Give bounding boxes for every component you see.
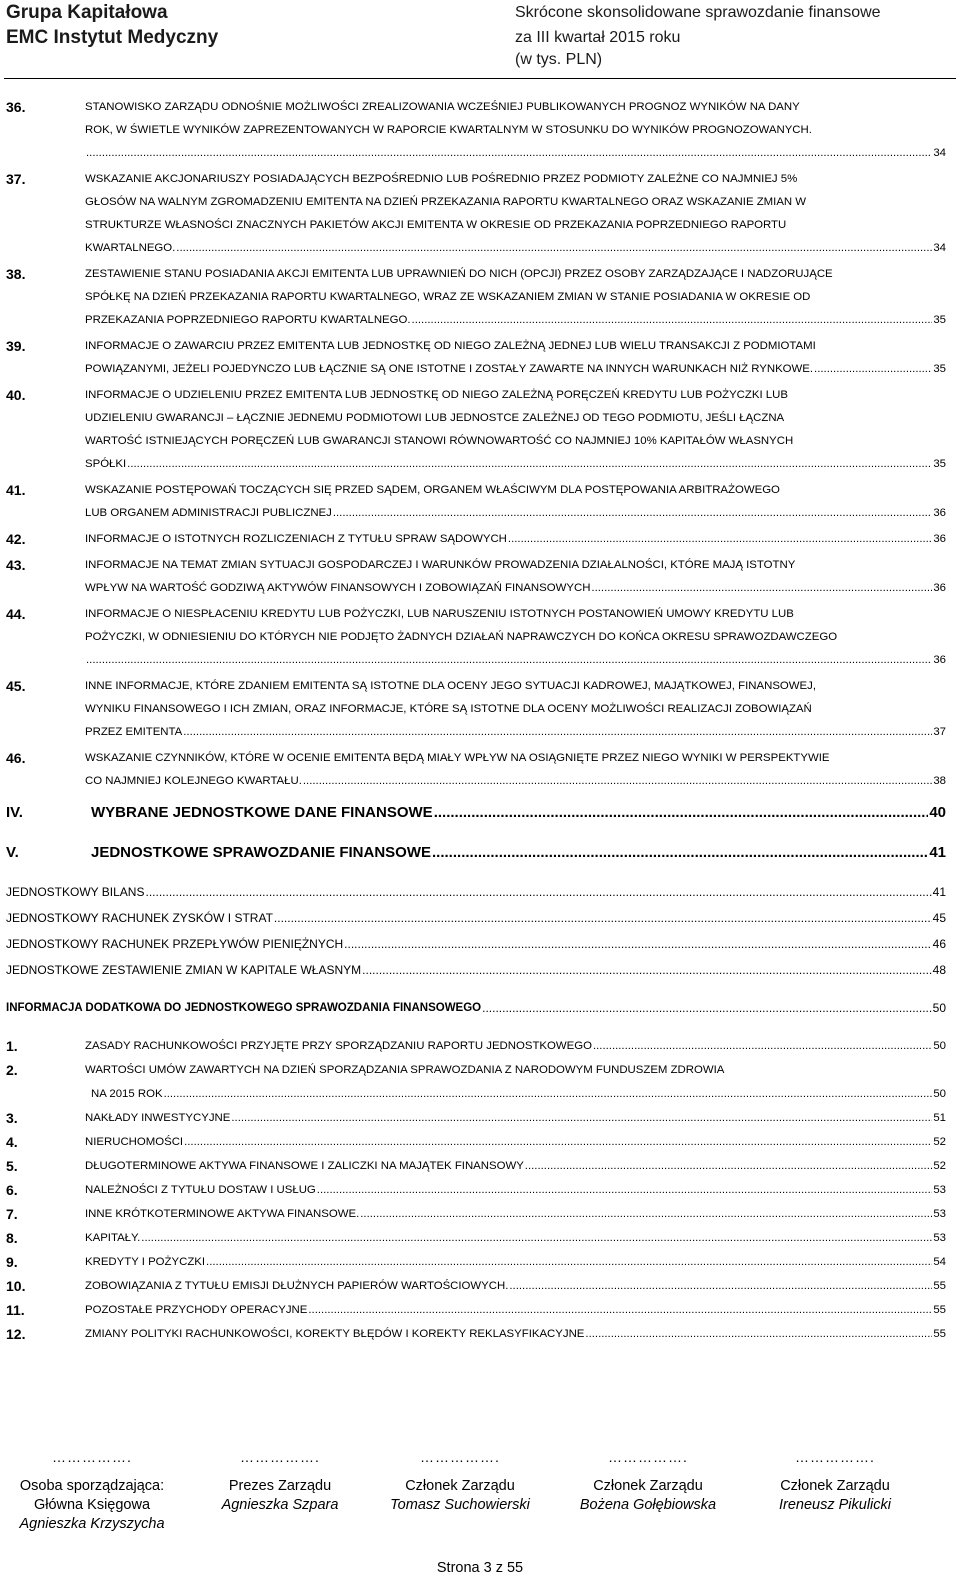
toc-entry-page: 46: [932, 937, 946, 951]
toc-entry-text: STRUKTURZE WŁASNOŚCI ZNACZNYCH PAKIETÓW AKCJI EMITENTA W OKRESIE OD PRZEKAZANIA POPRZEDNIEGO RAPORTU: [85, 219, 787, 231]
toc-entry[interactable]: [6, 1106, 946, 1130]
toc-entry-line: [85, 479, 946, 502]
dot-leader: [432, 839, 928, 867]
toc-entry-line: [85, 286, 946, 309]
toc-entry-text: POŻYCZKI, W ODNIESIENIU DO KTÓRYCH NIE PODJĘTO ŻADNYCH DZIAŁAŃ NAPRAWCZYCH DO KOŃCA OKRESU SPRAWOZDAWCZEGO: [85, 631, 838, 643]
page-number: Strona 3 z 55: [436, 1560, 524, 1576]
dot-leader: [593, 1034, 932, 1058]
dot-leader: [86, 142, 932, 165]
toc-entry-line: [91, 799, 946, 827]
dot-leader: [184, 1130, 932, 1154]
toc-entry-text: NA 2015 ROK: [91, 1088, 163, 1100]
dot-leader: [434, 799, 929, 827]
toc-entry-number: 2.: [6, 1062, 18, 1078]
toc-entry-line: [85, 358, 946, 381]
signer-name: Główna Księgowa: [33, 1497, 151, 1513]
table-of-contents: [0, 96, 960, 1346]
toc-entry-line: [85, 384, 946, 407]
toc-entry[interactable]: [6, 1130, 946, 1154]
toc-entry-line: [85, 1178, 946, 1202]
toc-entry-body: [6, 905, 946, 931]
signer-role: Członek Zarządu: [593, 1478, 703, 1494]
toc-entry-text: POZOSTAŁE PRZYCHODY OPERACYJNE: [85, 1304, 308, 1316]
toc-entry-text: INFORMACJE O ISTOTNYCH ROZLICZENIACH Z TYTUŁU SPRAW SĄDOWYCH: [85, 533, 507, 545]
toc-entry-body: [85, 1058, 946, 1106]
toc-entry-body: [85, 1130, 946, 1154]
dot-leader: [591, 577, 932, 600]
toc-entry-text: ROK, W ŚWIETLE WYNIKÓW ZAPREZENTOWANYCH W RAPORCIE KWARTALNYM W STOSUNKU DO WYNIKÓW PROGNOZOWANYCH.: [85, 124, 812, 136]
toc-entry-number: 8.: [6, 1230, 18, 1246]
toc-entry[interactable]: [6, 1250, 946, 1274]
report-period: za III kwartał 2015 roku: [515, 29, 681, 46]
toc-entry-page: 36: [933, 507, 946, 519]
toc-entry-text: INFORMACJA DODATKOWA DO JEDNOSTKOWEGO SPRAWOZDANIA FINANSOWEGO: [6, 1002, 482, 1014]
toc-entry-text: PRZEZ EMITENTA: [85, 726, 183, 738]
toc-entry-page: 45: [932, 911, 946, 925]
toc-notes: [0, 1034, 960, 1346]
toc-entry[interactable]: [6, 799, 946, 827]
toc-entry-body: [85, 1298, 946, 1322]
toc-sections: [0, 799, 960, 867]
report-title: Skrócone skonsolidowane sprawozdanie finansowe: [515, 4, 881, 21]
toc-entry-line: [85, 698, 946, 721]
toc-entry-text: ZMIANY POLITYKI RACHUNKOWOŚCI, KOREKTY BŁĘDÓW I KOREKTY REKLASYFIKACYJNE: [85, 1328, 585, 1340]
toc-entry-number: 43.: [6, 557, 26, 573]
dot-leader: [814, 358, 932, 381]
toc-entry-line: [85, 168, 946, 191]
toc-entry[interactable]: [6, 168, 946, 260]
dot-leader: [344, 931, 931, 957]
signature-block: [553, 1448, 743, 1515]
header-divider: [4, 78, 956, 79]
toc-entry-page: 53: [933, 1232, 946, 1244]
toc-entry-text: KREDYTY I POŻYCZKI: [85, 1256, 206, 1268]
toc-entry-text: LUB ORGANEM ADMINISTRACJI PUBLICZNEJ: [85, 507, 332, 519]
toc-entry-text: JEDNOSTKOWY BILANS: [6, 885, 145, 899]
toc-entry-text: WSKAZANIE CZYNNIKÓW, KTÓRE W OCENIE EMITENTA BĘDĄ MIAŁY WPŁYW NA OSIĄGNIĘTE PRZEZ NIEGO WYNIKI W PERSPEKTYWIE: [85, 752, 830, 764]
toc-entry-number: 5.: [6, 1158, 18, 1174]
toc-entry-number: 37.: [6, 171, 26, 187]
toc-entry[interactable]: [6, 997, 946, 1020]
toc-entry[interactable]: [6, 747, 946, 793]
toc-entry-page: 36: [933, 582, 946, 594]
toc-entry-text: NIERUCHOMOŚCI: [85, 1136, 184, 1148]
toc-entry-text: ZASADY RACHUNKOWOŚCI PRZYJĘTE PRZY SPORZĄDZANIU RAPORTU JEDNOSTKOWEGO: [85, 1040, 592, 1052]
toc-entry-line: [85, 1106, 946, 1130]
toc-entry-body: [85, 263, 946, 332]
signer-name: Bożena Gołębiowska: [579, 1497, 717, 1513]
dot-leader: [303, 770, 932, 793]
toc-entry-body: [91, 839, 946, 867]
toc-entry[interactable]: [6, 1154, 946, 1178]
signer-name: Agnieszka Szpara: [221, 1497, 339, 1513]
signature-block: [0, 1448, 187, 1534]
toc-entry-body: [85, 528, 946, 551]
toc-entry[interactable]: [6, 905, 946, 931]
toc-entry-text: WPŁYW NA WARTOŚĆ GODZIWĄ AKTYWÓW FINANSOWYCH I ZOBOWIĄZAŃ FINANSOWYCH: [85, 582, 591, 594]
signature-line: …………….: [420, 1449, 500, 1465]
signer-name: Ireneusz Pikulicki: [778, 1497, 891, 1513]
toc-entry[interactable]: [6, 1058, 946, 1106]
signature-block: [740, 1448, 930, 1515]
toc-entry-text: INNE INFORMACJE, KTÓRE ZDANIEM EMITENTA SĄ ISTOTNE DLA OCENY JEGO SYTUACJI KADROWEJ, MAJĄTKOWEJ, FINANSOWEJ,: [85, 680, 816, 692]
dot-leader: [509, 1274, 932, 1298]
dot-leader: [141, 1226, 932, 1250]
toc-entry-line: [85, 577, 946, 600]
dot-leader: [308, 1298, 932, 1322]
toc-entry-number: 40.: [6, 387, 26, 403]
dot-leader: [317, 1178, 933, 1202]
toc-entry-number: 38.: [6, 266, 26, 282]
toc-entry-line: [85, 1034, 946, 1058]
toc-entry-page: 50: [933, 1040, 946, 1052]
toc-entry-text: INFORMACJE NA TEMAT ZMIAN SYTUACJI GOSPODARCZEJ I WARUNKÓW PROWADZENIA DZIAŁALNOŚCI, KTÓRE MAJĄ ISTOTNY: [85, 559, 796, 571]
report-unit: (w tys. PLN): [515, 51, 603, 68]
toc-entry-line: [85, 191, 946, 214]
toc-entry-page: 51: [933, 1112, 946, 1124]
signer-name-extra: Agnieszka Krzyszycha: [19, 1516, 165, 1532]
toc-entry-line: [85, 649, 946, 672]
signer-role: Członek Zarządu: [405, 1478, 515, 1494]
toc-entry-text: JEDNOSTKOWE SPRAWOZDANIE FINANSOWE: [91, 844, 432, 861]
dot-leader: [362, 957, 931, 983]
toc-entry-number: 3.: [6, 1110, 18, 1126]
toc-entry-number: 7.: [6, 1206, 18, 1222]
dot-leader: [231, 1106, 932, 1130]
toc-entry-line: [85, 237, 946, 260]
toc-entry-page: 55: [933, 1328, 946, 1340]
toc-entry-line: [85, 1058, 946, 1082]
toc-entry-page: 52: [933, 1136, 946, 1148]
toc-entry-page: 36: [933, 654, 946, 666]
toc-entry-line: [85, 1202, 946, 1226]
toc-entry-line: [91, 839, 946, 867]
toc-entry-text: WARTOŚĆ ISTNIEJĄCYCH PORĘCZEŃ LUB GWARANCJI STANOWI RÓWNOWARTOŚĆ CO NAJMNIEJ 10% KAPITAŁÓW WŁASNYCH: [85, 435, 794, 447]
toc-entry-page: 55: [933, 1280, 946, 1292]
toc-entry-page: 52: [933, 1160, 946, 1172]
toc-entry-line: [85, 407, 946, 430]
toc-entry-body: [85, 1034, 946, 1058]
dot-leader: [206, 1250, 932, 1274]
toc-entry[interactable]: [6, 675, 946, 744]
toc-entry[interactable]: [6, 554, 946, 600]
toc-entry[interactable]: [6, 931, 946, 957]
toc-entry[interactable]: [6, 1298, 946, 1322]
toc-entry-text: NALEŻNOŚCI Z TYTUŁU DOSTAW I USŁUG: [85, 1184, 316, 1196]
dot-leader: [525, 1154, 933, 1178]
toc-entry-line: [85, 1226, 946, 1250]
signer-name: Tomasz Suchowierski: [390, 1497, 530, 1513]
toc-entry-page: 53: [933, 1208, 946, 1220]
dot-leader: [274, 905, 932, 931]
signature-line: …………….: [240, 1449, 320, 1465]
toc-entry-line: [6, 879, 946, 905]
toc-entry-body: [85, 1178, 946, 1202]
toc-entry[interactable]: [6, 1202, 946, 1226]
toc-entry[interactable]: [6, 479, 946, 525]
toc-entry-body: [6, 879, 946, 905]
toc-entry-line: [85, 1130, 946, 1154]
toc-info-heading: [0, 997, 960, 1020]
toc-entry-line: [85, 1322, 946, 1346]
toc-entry-line: [6, 931, 946, 957]
dot-leader: [183, 721, 932, 744]
dot-leader: [412, 309, 933, 332]
toc-entry-line: [85, 142, 946, 165]
toc-entry-body: [85, 1154, 946, 1178]
toc-entry-page: 50: [933, 1088, 946, 1100]
toc-entry-body: [85, 554, 946, 600]
toc-entry-number: 42.: [6, 531, 26, 547]
toc-entry-line: [6, 997, 946, 1020]
dot-leader: [585, 1322, 932, 1346]
toc-entry-text: STANOWISKO ZARZĄDU ODNOŚNIE MOŻLIWOŚCI ZREALIZOWANIA WCZEŚNIEJ PUBLIKOWANYCH PROGNOZ WYNIKÓW NA DANY: [85, 101, 800, 113]
toc-entry-text: NAKŁADY INWESTYCYJNE: [85, 1112, 231, 1124]
signature-line: …………….: [608, 1449, 688, 1465]
toc-entry-line: [85, 263, 946, 286]
toc-entry-body: [85, 1274, 946, 1298]
toc-entry[interactable]: [6, 879, 946, 905]
toc-entry-line: [85, 335, 946, 358]
toc-entry-line: [85, 528, 946, 551]
toc-entry-number: 9.: [6, 1254, 18, 1270]
toc-entry-body: [85, 1322, 946, 1346]
toc-entry-number: 12.: [6, 1326, 26, 1342]
toc-entry-body: [85, 747, 946, 793]
signature-block: [365, 1448, 555, 1515]
toc-entry-number: 44.: [6, 606, 26, 622]
toc-entry-text: UDZIELENIU GWARANCJI – ŁĄCZNIE JEDNEMU PODMIOTOWI LUB JEDNOSTCE ZALEŻNEJ OD TEGO PODMIOTU, JEŚLI ŁĄCZNA: [85, 412, 785, 424]
dot-leader: [145, 879, 931, 905]
toc-entry-number: 10.: [6, 1278, 26, 1294]
dot-leader: [482, 997, 932, 1020]
dot-leader: [86, 649, 932, 672]
toc-entry-page: 36: [933, 533, 946, 545]
toc-entry-text: ZESTAWIENIE STANU POSIADANIA AKCJI EMITENTA LUB UPRAWNIEŃ DO NICH (OPCJI) PRZEZ OSOBY ZARZĄDZAJĄCE I NADZORUJĄCE: [85, 268, 833, 280]
toc-entry-text: ZOBOWIĄZANIA Z TYTUŁU EMISJI DŁUŻNYCH PAPIERÓW WARTOŚCIOWYCH.: [85, 1280, 509, 1292]
toc-entry-text: INFORMACJE O ZAWARCIU PRZEZ EMITENTA LUB JEDNOSTKĘ OD NIEGO ZALEŻNĄ JEDNEJ LUB WIELU TRANSAKCJI Z PODMIOTAMI: [85, 340, 816, 352]
toc-entry[interactable]: [6, 603, 946, 672]
toc-entry-body: [85, 1226, 946, 1250]
signature-line: …………….: [795, 1449, 875, 1465]
toc-entry-text: KWARTALNEGO.: [85, 242, 176, 254]
toc-entry-page: 37: [933, 726, 946, 738]
toc-entry-text: CO NAJMNIEJ KOLEJNEGO KWARTAŁU.: [85, 775, 302, 787]
toc-entry[interactable]: [6, 1178, 946, 1202]
signature-line: …………….: [52, 1449, 132, 1465]
toc-entry-text: JEDNOSTKOWY RACHUNEK ZYSKÓW I STRAT: [6, 911, 273, 925]
toc-entry-text: SPÓŁKI: [85, 458, 127, 470]
toc-entry-text: INFORMACJE O UDZIELENIU PRZEZ EMITENTA LUB JEDNOSTKĘ OD NIEGO ZALEŻNĄ PORĘCZEŃ KREDYTU LUB POŻYCZKI LUB: [85, 389, 788, 401]
toc-entry-text: WSKAZANIE POSTĘPOWAŃ TOCZĄCYCH SIĘ PRZED SĄDEM, ORGANEM WŁAŚCIWYM DLA POSTĘPOWANIA ARBITRAŻOWEGO: [85, 484, 780, 496]
toc-entry-number: 46.: [6, 750, 26, 766]
toc-entry-page: 41: [929, 844, 946, 861]
toc-entry-text: GŁOSÓW NA WALNYM ZGROMADZENIU EMITENTA NA DZIEŃ PRZEKAZANIA RAPORTU KWARTALNEGO ORAZ WSKAZANIE ZMIAN W: [85, 196, 807, 208]
toc-entry-line: [85, 214, 946, 237]
toc-statements: [0, 879, 960, 983]
toc-entry-number: 6.: [6, 1182, 18, 1198]
toc-entry-body: [85, 1202, 946, 1226]
dot-leader: [127, 453, 932, 476]
page-header: [0, 0, 960, 80]
toc-entry-page: 35: [933, 363, 946, 375]
toc-entry-body: [91, 799, 946, 827]
toc-entry-page: 54: [933, 1256, 946, 1268]
toc-entry-body: [6, 997, 946, 1020]
toc-entry-body: [6, 931, 946, 957]
toc-entry-body: [85, 335, 946, 381]
toc-entry-line: [85, 1298, 946, 1322]
toc-entry-text: POWIĄZANYMI, JEŻELI POJEDYNCZO LUB ŁĄCZNIE SĄ ONE ISTOTNE I ZOSTAŁY ZAWARTE NA INNYCH WARUNKACH NIŻ RYNKOWE.: [85, 363, 814, 375]
toc-entry-number: 1.: [6, 1038, 18, 1054]
toc-entry-line: [85, 554, 946, 577]
toc-entry[interactable]: [6, 263, 946, 332]
toc-entry-page: 55: [933, 1304, 946, 1316]
company-subname: EMC Instytut Medyczny: [6, 27, 219, 48]
toc-entry-number: 39.: [6, 338, 26, 354]
dot-leader: [508, 528, 932, 551]
toc-entry-text: INNE KRÓTKOTERMINOWE AKTYWA FINANSOWE.: [85, 1208, 360, 1220]
toc-entry-page: 40: [929, 804, 946, 821]
toc-entry-line: [85, 502, 946, 525]
toc-entry-text: SPÓŁKĘ NA DZIEŃ PRZEKAZANIA RAPORTU KWARTALNEGO, WRAZ ZE WSKAZANIEM ZMIAN W STANIE POSIADANIA W OKRESIE OD: [85, 291, 811, 303]
toc-entry-body: [6, 957, 946, 983]
toc-entry-number: V.: [6, 844, 19, 861]
toc-entry-page: 34: [933, 242, 946, 254]
toc-entry-line: [85, 626, 946, 649]
toc-entry-body: [85, 384, 946, 476]
toc-entry-body: [85, 1250, 946, 1274]
toc-entry-line: [85, 96, 946, 119]
toc-entry-text: DŁUGOTERMINOWE AKTYWA FINANSOWE I ZALICZKI NA MAJĄTEK FINANSOWY: [85, 1160, 524, 1172]
toc-entry-number: 45.: [6, 678, 26, 694]
toc-entry-line: [85, 603, 946, 626]
toc-entry[interactable]: [6, 96, 946, 165]
toc-entry-body: [85, 479, 946, 525]
toc-entries: [0, 96, 960, 793]
toc-entry[interactable]: [6, 335, 946, 381]
toc-entry-text: WARTOŚCI UMÓW ZAWARTYCH NA DZIEŃ SPORZĄDZANIA SPRAWOZDANIA Z NARODOWYM FUNDUSZEM ZDROWIA: [85, 1064, 725, 1076]
toc-entry-line: [85, 430, 946, 453]
toc-entry[interactable]: [6, 1034, 946, 1058]
toc-entry-number: 4.: [6, 1134, 18, 1150]
toc-entry-text: PRZEKAZANIA POPRZEDNIEGO RAPORTU KWARTALNEGO.: [85, 314, 411, 326]
toc-entry-text: JEDNOSTKOWY RACHUNEK PRZEPŁYWÓW PIENIĘŻNYCH: [6, 937, 344, 951]
toc-entry[interactable]: [6, 1274, 946, 1298]
toc-entry-text: WYNIKU FINANSOWEGO I ICH ZMIAN, ORAZ INFORMACJE, KTÓRE SĄ ISTOTNE DLA OCENY MOŻLIWOŚCI REALIZACJI ZOBOWIĄZAŃ: [85, 703, 812, 715]
toc-entry-text: WSKAZANIE AKCJONARIUSZY POSIADAJĄCYCH BEZPOŚREDNIO LUB POŚREDNIO PRZEZ PODMIOTY ZALEŻNE CO NAJMNIEJ 5%: [85, 173, 798, 185]
toc-entry-page: 53: [933, 1184, 946, 1196]
toc-entry-body: [85, 675, 946, 744]
toc-entry[interactable]: [6, 528, 946, 551]
toc-entry-number: 36.: [6, 99, 26, 115]
toc-entry-line: [85, 119, 946, 142]
signer-role: Członek Zarządu: [780, 1478, 890, 1494]
toc-entry[interactable]: [6, 384, 946, 476]
dot-leader: [164, 1082, 933, 1106]
toc-entry-page: 35: [933, 458, 946, 470]
toc-entry-number: 11.: [6, 1302, 25, 1318]
signer-role: Osoba sporządzająca:: [19, 1478, 165, 1494]
toc-entry-page: 35: [933, 314, 946, 326]
toc-entry-line: [6, 957, 946, 983]
toc-entry-line: [85, 1274, 946, 1298]
dot-leader: [360, 1202, 932, 1226]
toc-entry-line: [6, 905, 946, 931]
toc-entry-body: [85, 603, 946, 672]
signer-role: Prezes Zarządu: [228, 1478, 332, 1494]
toc-entry-page: 48: [932, 963, 946, 977]
dot-leader: [333, 502, 932, 525]
toc-entry-line: [85, 770, 946, 793]
signature-block: [185, 1448, 375, 1515]
toc-entry[interactable]: [6, 1226, 946, 1250]
toc-entry-body: [85, 96, 946, 165]
toc-entry-text: KAPITAŁY.: [85, 1232, 141, 1244]
company-name: Grupa Kapitałowa: [6, 2, 168, 23]
toc-entry[interactable]: [6, 839, 946, 867]
toc-entry[interactable]: [6, 957, 946, 983]
toc-entry-line: [85, 1250, 946, 1274]
toc-entry-line: [85, 309, 946, 332]
toc-entry-text: JEDNOSTKOWE ZESTAWIENIE ZMIAN W KAPITALE WŁASNYM: [6, 963, 362, 977]
toc-entry-text: WYBRANE JEDNOSTKOWE DANE FINANSOWE: [91, 804, 433, 821]
toc-entry-number: 41.: [6, 482, 26, 498]
toc-entry-line: [85, 675, 946, 698]
toc-entry-body: [85, 1106, 946, 1130]
toc-entry-text: INFORMACJE O NIESPŁACENIU KREDYTU LUB POŻYCZKI, LUB NARUSZENIU ISTOTNYCH POSTANOWIEŃ UMOWY KREDYTU LUB: [85, 608, 794, 620]
toc-entry-page: 41: [932, 885, 946, 899]
dot-leader: [176, 237, 932, 260]
toc-entry-body: [85, 168, 946, 260]
toc-entry-page: 50: [932, 1001, 946, 1015]
toc-entry[interactable]: [6, 1322, 946, 1346]
toc-entry-line: [85, 1154, 946, 1178]
toc-entry-number: IV.: [6, 804, 23, 821]
toc-entry-line: [85, 721, 946, 744]
toc-entry-page: 34: [933, 147, 946, 159]
toc-entry-line: [85, 453, 946, 476]
toc-entry-page: 38: [933, 775, 946, 787]
toc-entry-line: [85, 1082, 946, 1106]
toc-entry-line: [85, 747, 946, 770]
